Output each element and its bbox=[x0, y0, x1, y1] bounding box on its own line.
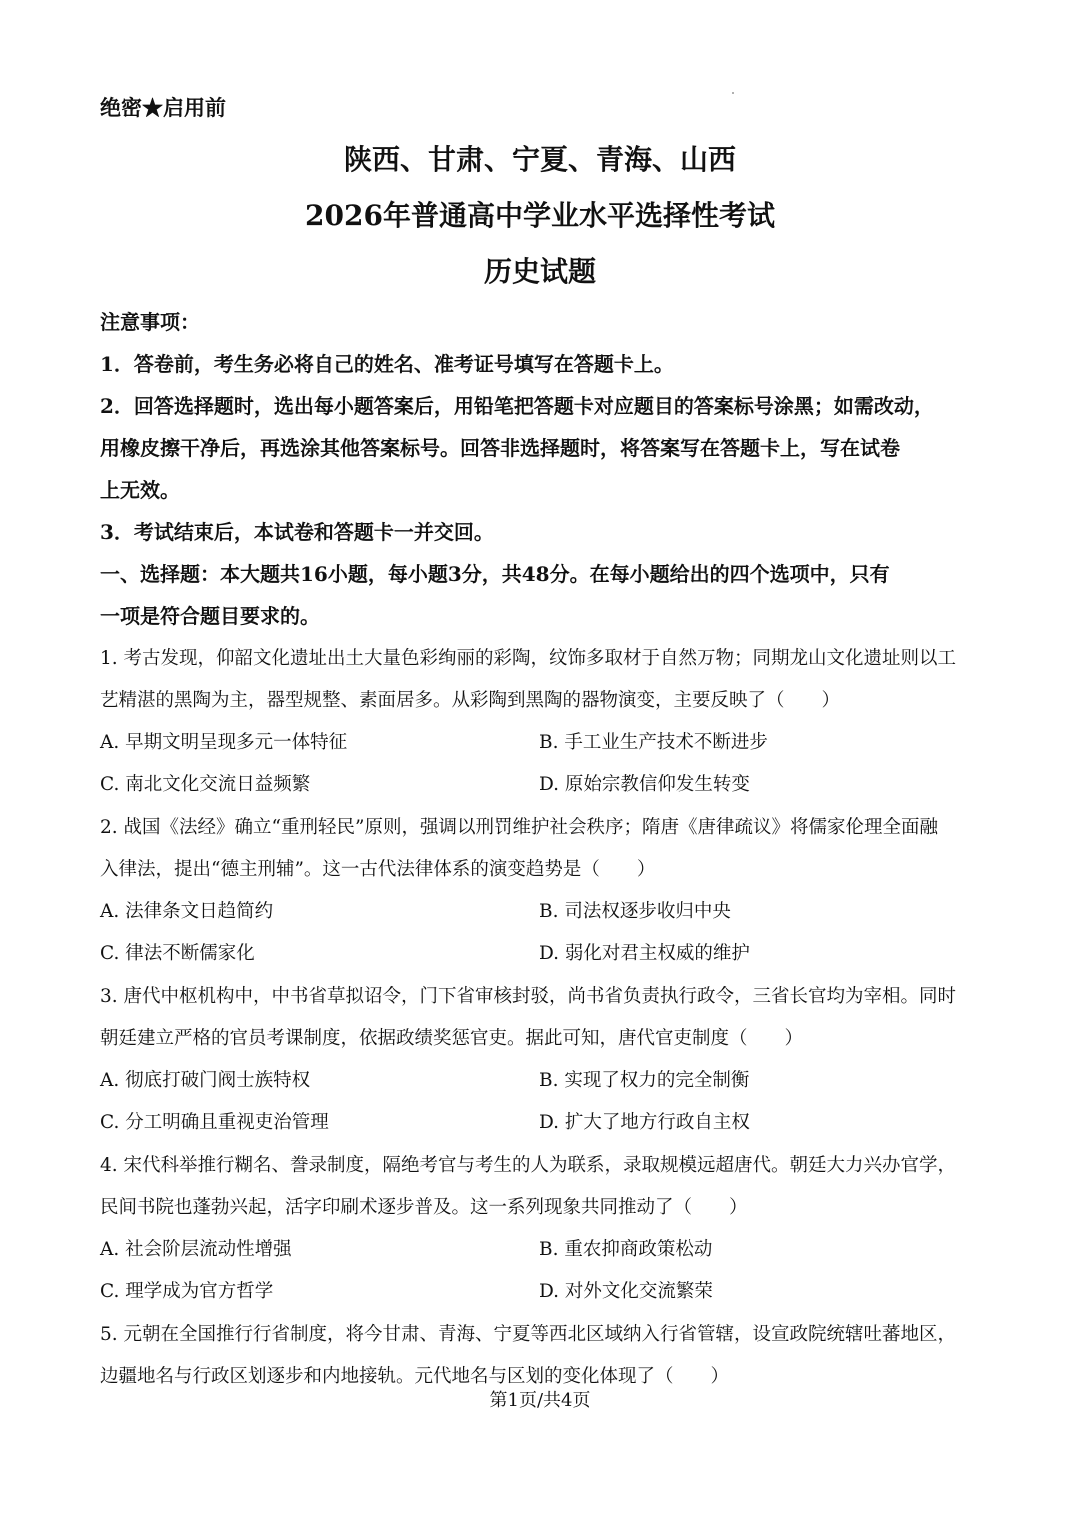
question-4-option-c: C. 理学成为官方哲学 bbox=[100, 1281, 274, 1302]
question-1-stem-line-2: 艺精湛的黑陶为主，器型规整、素面居多。从彩陶到黑陶的器物演变，主要反映了（ ） bbox=[100, 690, 841, 711]
question-1-option-b: B. 手工业生产技术不断进步 bbox=[539, 732, 768, 753]
exam-title-regions: 陕西、甘肃、宁夏、青海、山西 bbox=[343, 143, 736, 176]
question-1-option-d: D. 原始宗教信仰发生转变 bbox=[539, 774, 750, 795]
question-4-stem-line-2: 民间书院也蓬勃兴起，活字印刷术逐步普及。这一系列现象共同推动了（ ） bbox=[100, 1197, 748, 1218]
page-number: 第1页/共4页 bbox=[489, 1390, 591, 1411]
question-3-stem-line-1: 3. 唐代中枢机构中，中书省草拟诏令，门下省审核封驳，尚书省负责执行政令，三省长官均为宰相。同时 bbox=[100, 986, 957, 1007]
secret-mark: 绝密★启用前 bbox=[100, 95, 226, 120]
notice-item-1: 1．答卷前，考生务必将自己的姓名、准考证号填写在答题卡上。 bbox=[100, 352, 674, 376]
exam-title-subject: 历史试题 bbox=[483, 255, 596, 288]
question-2-option-d: D. 弱化对君主权威的维护 bbox=[539, 943, 750, 964]
question-5-stem-line-1: 5. 元朝在全国推行行省制度，将今甘肃、青海、宁夏等西北区域纳入行省管辖，设宣政院统辖吐蕃地区， bbox=[100, 1324, 957, 1345]
notice-heading: 注意事项： bbox=[100, 310, 200, 334]
question-4-stem-line-1: 4. 宋代科举推行糊名、誊录制度，隔绝考官与考生的人为联系，录取规模远超唐代。朝廷大力兴办官学， bbox=[100, 1155, 957, 1176]
question-4-option-a: A. 社会阶层流动性增强 bbox=[100, 1239, 292, 1260]
notice-item-2-line-2: 用橡皮擦干净后，再选涂其他答案标号。回答非选择题时，将答案写在答题卡上，写在试卷 bbox=[100, 436, 900, 460]
question-3-option-c: C. 分工明确且重视吏治管理 bbox=[100, 1112, 329, 1133]
exam-title-year: 2026年普通高中学业水平选择性考试 bbox=[305, 199, 775, 232]
question-1-option-a: A. 早期文明呈现多元一体特征 bbox=[100, 732, 348, 753]
question-3-stem-line-2: 朝廷建立严格的官员考课制度，依据政绩奖惩官吏。据此可知，唐代官吏制度（ ） bbox=[100, 1028, 804, 1049]
notice-item-2-line-1: 2．回答选择题时，选出每小题答案后，用铅笔把答题卡对应题目的答案标号涂黑；如需改动， bbox=[100, 394, 934, 418]
question-2-option-b: B. 司法权逐步收归中央 bbox=[539, 901, 731, 922]
question-5-stem-line-2: 边疆地名与行政区划逐步和内地接轨。元代地名与区划的变化体现了（ ） bbox=[100, 1366, 730, 1387]
question-1-option-c: C. 南北文化交流日益频繁 bbox=[100, 774, 311, 795]
question-4-option-d: D. 对外文化交流繁荣 bbox=[539, 1281, 713, 1302]
question-2-stem-line-2: 入律法，提出“德主刑辅”。这一古代法律体系的演变趋势是（ ） bbox=[100, 859, 656, 880]
question-2-stem-line-1: 2. 战国《法经》确立“重刑轻民”原则，强调以刑罚维护社会秩序；隋唐《唐律疏议》将儒家伦理全面融 bbox=[100, 817, 938, 838]
question-3-option-b: B. 实现了权力的完全制衡 bbox=[539, 1070, 750, 1091]
notice-item-2-line-3: 上无效。 bbox=[100, 478, 180, 502]
question-3-option-d: D. 扩大了地方行政自主权 bbox=[539, 1112, 750, 1133]
section-heading-line-2: 一项是符合题目要求的。 bbox=[100, 604, 320, 628]
notice-item-3: 3．考试结束后，本试卷和答题卡一并交回。 bbox=[100, 520, 494, 544]
question-1-stem-line-1: 1. 考古发现，仰韶文化遗址出土大量色彩绚丽的彩陶，纹饰多取材于自然万物；同期龙山文化遗址则以工 bbox=[100, 648, 957, 669]
section-heading-line-1: 一、选择题：本大题共16小题，每小题3分，共48分。在每小题给出的四个选项中，只有 bbox=[100, 562, 890, 586]
question-2-option-a: A. 法律条文日趋简约 bbox=[100, 901, 274, 922]
question-3-option-a: A. 彻底打破门阀士族特权 bbox=[100, 1070, 311, 1091]
question-4-option-b: B. 重农抑商政策松动 bbox=[539, 1239, 713, 1260]
scan-speck bbox=[732, 92, 734, 94]
question-2-option-c: C. 律法不断儒家化 bbox=[100, 943, 255, 964]
